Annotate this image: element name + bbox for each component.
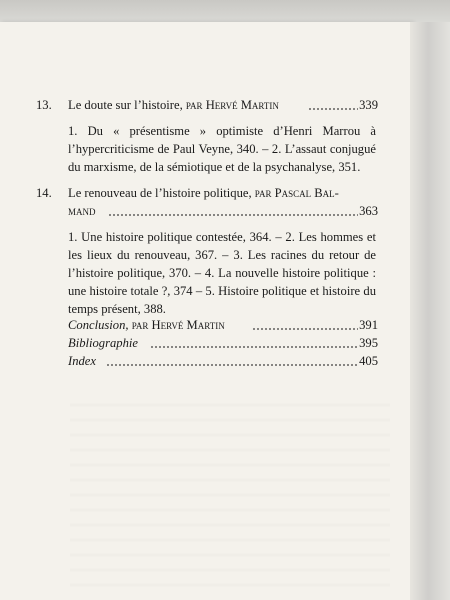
page-number: 391 <box>359 318 378 332</box>
entry-label: Index <box>68 354 96 368</box>
chapter-author-continued: mand <box>68 204 96 218</box>
page-number: 339 <box>359 98 378 112</box>
dot-leader <box>108 202 358 220</box>
chapter-number: 13. <box>36 98 52 112</box>
chapter-author: par Pascal Bal- <box>254 186 339 200</box>
chapter-title: Le renouveau de l’histoire politique, <box>68 186 252 200</box>
chapter-author: par Hervé Martin <box>185 98 279 112</box>
entry-label: Bibliographie <box>68 336 138 350</box>
toc-entry-13 <box>36 96 378 114</box>
entry-label: Conclusion, <box>68 318 129 332</box>
chapter-summary: 1. Une histoire politique contestée, 364. – 2. Les hommes et les lieux du renouveau, 367. – 3. Les racines du retour de l’histoire politique, 370. – 4. La nouvelle histoire politique : une histoire totale ?, 374 – 5. Histoire politique et histoire du temps présent, 388. <box>68 230 376 316</box>
chapter-summary: 1. Du « présentisme » optimiste d’Henri Marrou à l’hypercriticisme de Paul Veyne, 340. – 2. L’assaut conjugué du marxisme, de la sémiotique et de la psychanalyse, 351. <box>68 124 376 174</box>
page-number: 405 <box>359 354 378 368</box>
dot-leader <box>106 352 358 370</box>
toc-entry-14 <box>36 184 378 202</box>
chapter-number: 14. <box>36 186 52 200</box>
dot-leader <box>308 96 358 114</box>
table-of-contents <box>0 22 412 600</box>
chapter-title: Le doute sur l’histoire, <box>68 98 183 112</box>
page-edge <box>410 22 450 600</box>
dot-leader <box>252 316 358 334</box>
page-number: 363 <box>359 204 378 218</box>
toc-entry-14-continued <box>36 202 378 220</box>
toc-entry-conclusion <box>68 316 378 334</box>
entry-author: par Hervé Martin <box>131 318 225 332</box>
book-page <box>0 22 412 600</box>
dot-leader <box>150 334 358 352</box>
page-number: 395 <box>359 336 378 350</box>
toc-entry-bibliographie <box>68 334 378 352</box>
toc-entry-index <box>68 352 378 370</box>
